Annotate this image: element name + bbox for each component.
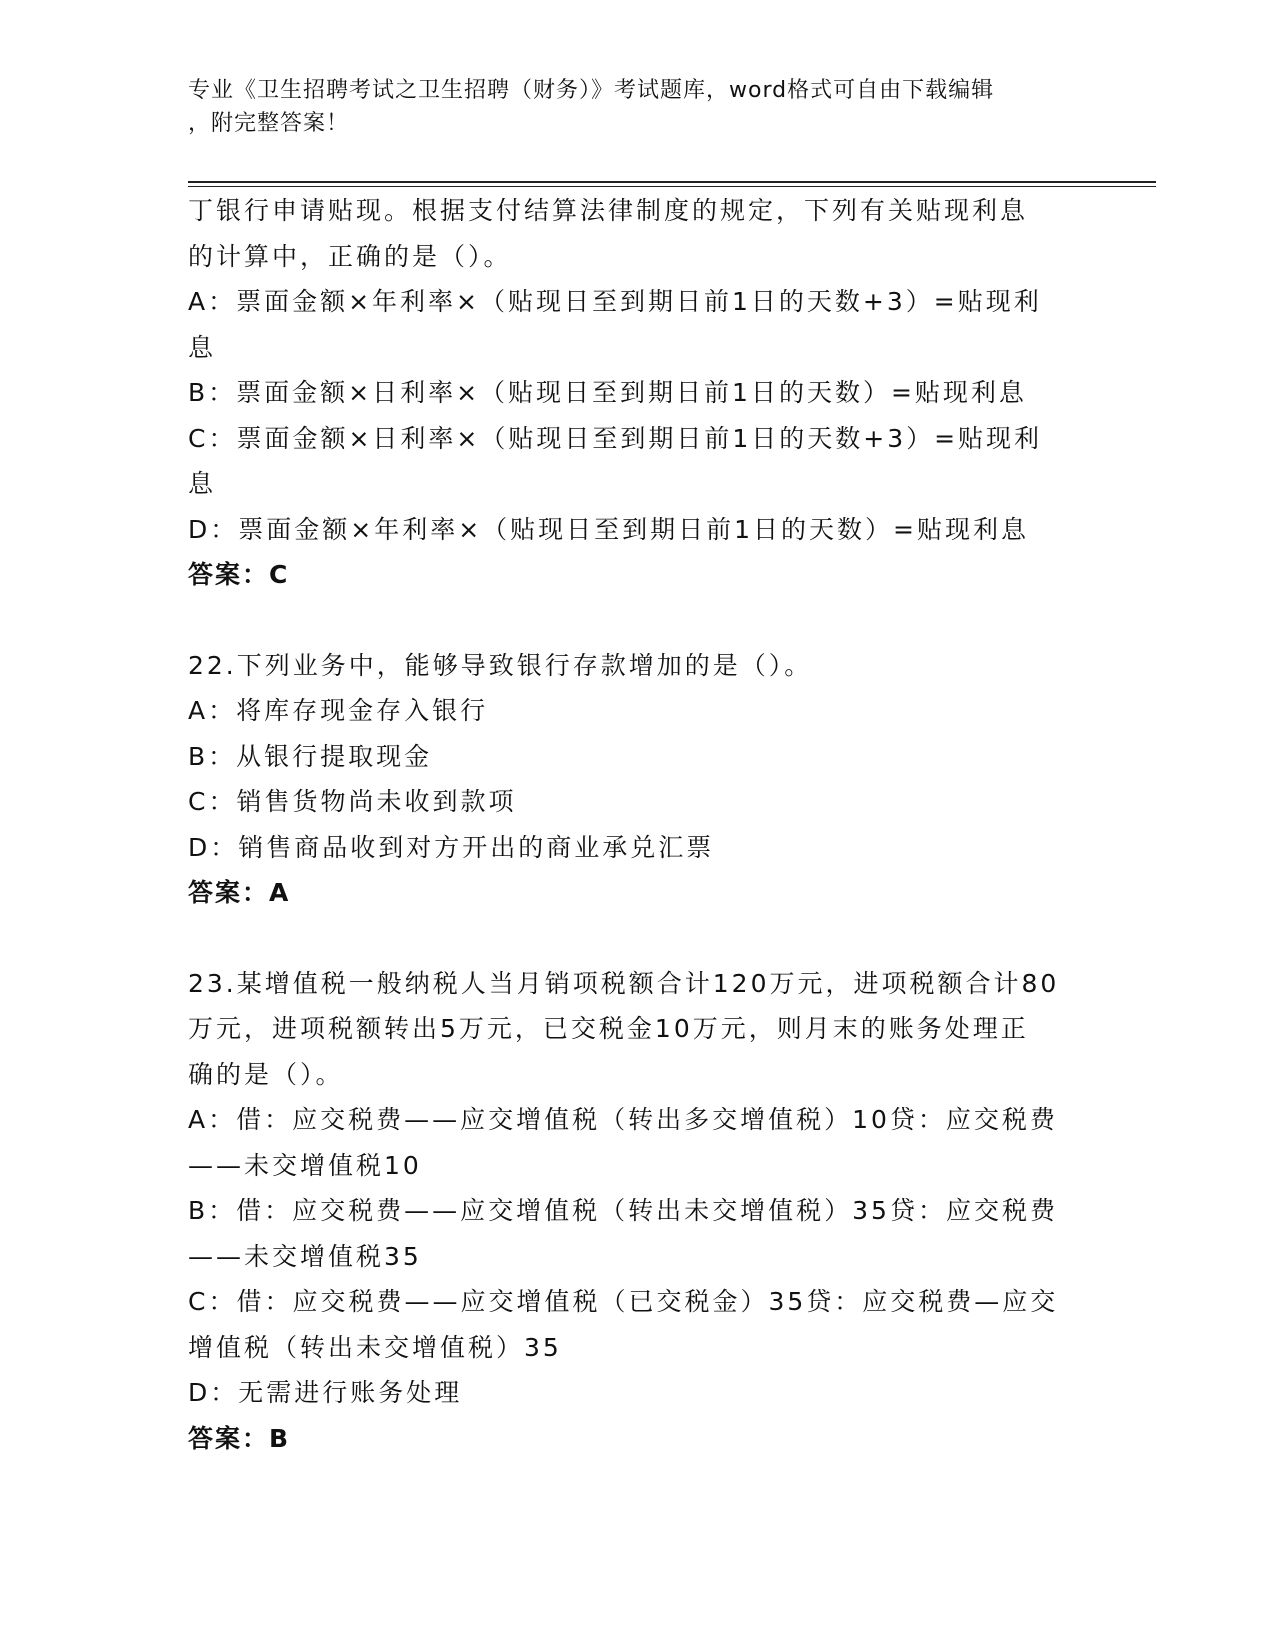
option-b: B：从银行提取现金	[188, 741, 433, 771]
question-22	[188, 643, 1088, 916]
option-d: D：无需进行账务处理	[188, 1378, 463, 1407]
question-content	[188, 188, 1088, 1461]
answer-label: 答案：A	[188, 878, 291, 907]
option-d: D：销售商品收到对方开出的商业承兑汇票	[188, 832, 715, 862]
option-b: B：借：应交税费——应交增值税（转出未交增值税）35贷：应交税费	[188, 1196, 1058, 1225]
option-d: D：票面金额×年利率×（贴现日至到期日前1日的天数）=贴现利息	[188, 514, 1030, 544]
option-a-continued: ——未交增值税10	[188, 1150, 422, 1180]
question-stem: 23.某增值税一般纳税人当月销项税额合计120万元，进项税额合计80	[188, 968, 1060, 998]
question-21	[188, 188, 1088, 598]
question-stem: 确的是（）。	[188, 1059, 344, 1089]
option-c-continued: 增值税（转出未交增值税）35	[188, 1332, 562, 1362]
option-a: A：票面金额×年利率×（贴现日至到期日前1日的天数+3）=贴现利	[188, 287, 1042, 316]
header-divider-thick	[188, 181, 1156, 183]
option-c: C：销售货物尚未收到款项	[188, 787, 517, 816]
option-a: A：将库存现金存入银行	[188, 696, 489, 725]
option-b: B：票面金额×日利率×（贴现日至到期日前1日的天数）=贴现利息	[188, 378, 1027, 407]
option-c: C：借：应交税费——应交增值税（已交税金）35贷：应交税费—应交	[188, 1287, 1059, 1316]
option-a-continued: 息	[188, 332, 217, 362]
option-a: A：借：应交税费——应交增值税（转出多交增值税）10贷：应交税费	[188, 1105, 1058, 1134]
question-stem: 万元，进项税额转出5万元，已交税金10万元，则月末的账务处理正	[188, 1014, 1029, 1043]
question-spacer	[188, 598, 1088, 643]
question-stem: 的计算中，正确的是（）。	[188, 241, 512, 271]
header-title-line-1: 专业《卫生招聘考试之卫生招聘（财务）》考试题库，word格式可自由下载编辑	[188, 78, 995, 103]
answer-label: 答案：C	[188, 560, 290, 589]
question-spacer	[188, 916, 1088, 961]
header-divider-thin	[188, 186, 1156, 187]
option-c-continued: 息	[188, 469, 217, 498]
question-stem: 22.下列业务中，能够导致银行存款增加的是（）。	[188, 650, 813, 680]
option-b-continued: ——未交增值税35	[188, 1241, 422, 1271]
header-title-line-2: ，附完整答案！	[188, 111, 350, 136]
question-stem: 丁银行申请贴现。根据支付结算法律制度的规定，下列有关贴现利息	[188, 196, 1029, 225]
option-c: C：票面金额×日利率×（贴现日至到期日前1日的天数+3）=贴现利	[188, 423, 1043, 453]
document-header	[188, 74, 1088, 140]
answer-label: 答案：B	[188, 1423, 291, 1453]
question-23	[188, 961, 1088, 1462]
